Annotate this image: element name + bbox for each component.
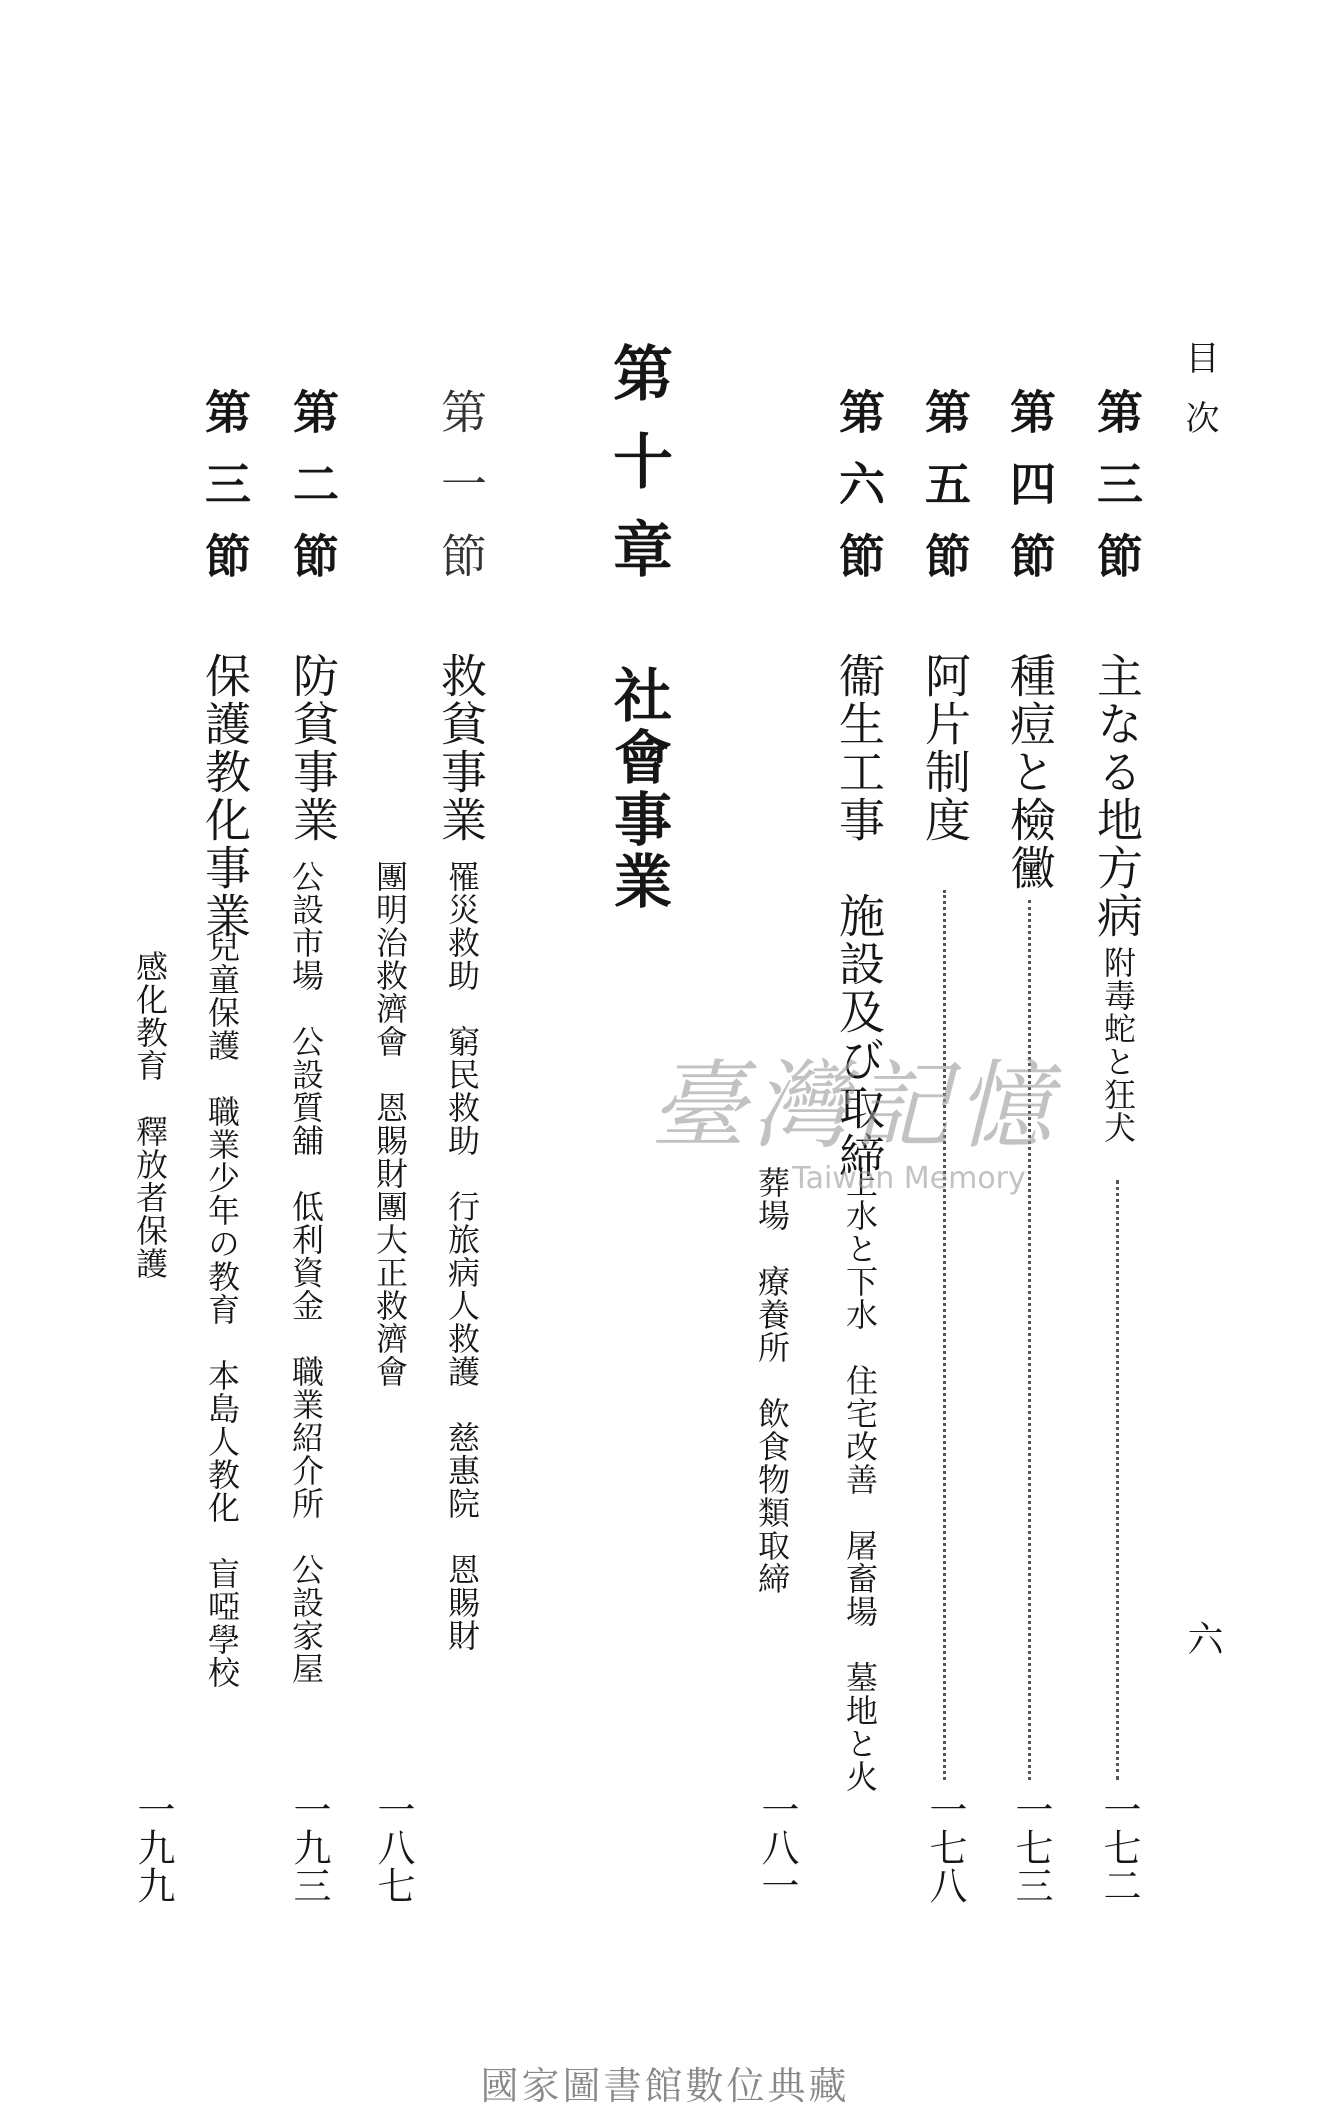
entry-title: 主なる地方病 <box>1090 652 1144 940</box>
chapter-label: 第十章 <box>603 342 673 606</box>
entry-subtitle: 上水と下水 住宅改善 屠畜場 墓地と火 <box>841 1166 879 1793</box>
entry-subtitle-cont: 感化教育 釋放者保護 <box>131 950 169 1280</box>
entry-title: 種痘と檢黴 <box>1003 652 1057 892</box>
section-label: 第三節 <box>198 388 252 604</box>
footer-collection: 國家圖書館數位典藏 <box>480 2064 850 2108</box>
entry-page: 一七二 <box>1097 1790 1141 1904</box>
section-label: 第五節 <box>918 388 972 604</box>
entry-page: 一八一 <box>755 1790 799 1904</box>
entry-page: 一九三 <box>287 1790 331 1904</box>
section-label: 第三節 <box>1090 388 1144 604</box>
chapter-title: 社會事業 <box>604 665 672 913</box>
entry-title: 救貧事業 <box>434 652 488 844</box>
entry-title: 阿片制度 <box>918 652 972 844</box>
entry-subtitle-cont: 團明治救濟會 恩賜財團大正救濟會 <box>371 860 409 1388</box>
entry-subtitle: 附毒蛇と狂犬 <box>1099 946 1137 1144</box>
header-title: 目次 <box>1179 340 1219 460</box>
entry-page: 一八七 <box>371 1790 415 1904</box>
entry-page: 一七八 <box>923 1790 967 1904</box>
entry-title: 防貧事業 <box>286 652 340 844</box>
leader-dots <box>1116 1180 1119 1780</box>
leader-dots <box>943 890 946 1780</box>
entry-title: 保護教化事業 <box>198 652 252 940</box>
entry-subtitle-cont: 葬場 療養所 飲食物類取締 <box>753 1166 791 1595</box>
watermark <box>650 1030 1058 1196</box>
entry-subtitle: 罹災救助 窮民救助 行旅病人救護 慈惠院 恩賜財 <box>443 860 481 1652</box>
section-label: 第一節 <box>434 388 488 604</box>
entry-page: 一七三 <box>1009 1790 1053 1904</box>
entry-subtitle: 公設市場 公設質舖 低利資金 職業紹介所 公設家屋 <box>287 860 325 1685</box>
section-label: 第四節 <box>1003 388 1057 604</box>
section-label: 第二節 <box>286 388 340 604</box>
page-number: 六 <box>1182 1620 1223 1656</box>
section-label: 第六節 <box>832 388 886 604</box>
entry-title: 衞生工事 施設及び取締 <box>832 652 886 1180</box>
entry-subtitle: 兒童保護 職業少年の教育 本島人教化 盲啞學校 <box>203 930 241 1689</box>
entry-page: 一九九 <box>131 1790 175 1904</box>
watermark-logo: 臺灣記憶 <box>650 1050 1058 1162</box>
watermark-subtitle: Taiwan Memory <box>792 1161 1026 1196</box>
